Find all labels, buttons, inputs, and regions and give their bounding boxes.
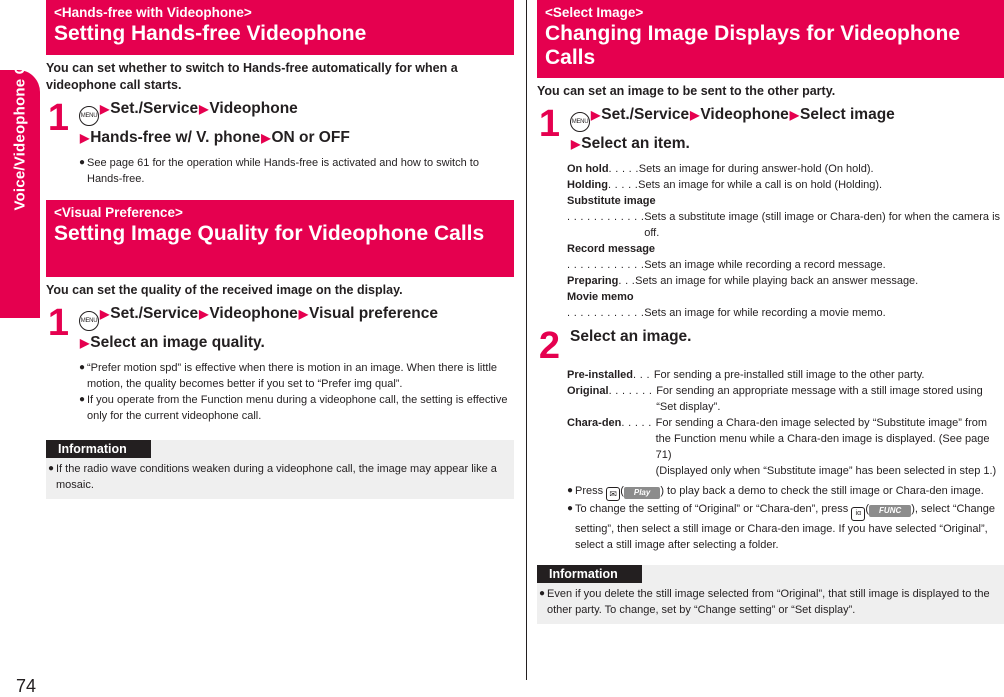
bullet-item: ● “Prefer motion spd” is effective when there is motion in an image. When there is little motion, the quality becomes better if you set to “Prefer img qual”.	[79, 362, 498, 390]
menu-key-icon: MENU	[79, 311, 99, 331]
section-subtitle: <Hands-free with Videophone>	[54, 5, 252, 20]
section-intro: You can set the quality of the received image on the display.	[46, 283, 403, 297]
option-item: Preparing . . . Sets an image for while playing back an answer message.	[567, 275, 919, 287]
section-intro: You can set an image to be sent to the other party.	[537, 84, 836, 98]
step-1	[46, 302, 514, 355]
step-number: 1	[47, 302, 70, 344]
bullet-item: ● See page 61 for the operation while Hands-free is activated and how to switch to Hands-free.	[79, 157, 479, 185]
option-list	[567, 367, 1004, 479]
step-number: 1	[538, 103, 561, 145]
play-softkey-icon: Play	[624, 487, 660, 499]
information-label: Information	[46, 440, 151, 458]
option-item: Movie memo . . . . . . . . . . . . Sets an image for while recording a movie memo.	[567, 291, 886, 319]
section-header-select-image	[537, 0, 1004, 78]
option-list	[567, 161, 1004, 321]
bullet-item: ● Press ✉ ( Play ) to play back a demo to check the still image or Chara-den image.	[567, 485, 984, 499]
option-item: Chara-den . . . . . For sending a Chara-den image selected by “Substitute image” from the Function menu while a Chara-den image is displayed. (See page 71) (Displayed only when “Substitute image” has been selected in step 1.)	[567, 417, 997, 477]
section-header-visual	[46, 200, 514, 277]
section-intro: You can set whether to switch to Hands-free automatically for when a videophone call starts.	[46, 61, 458, 92]
information-label: Information	[537, 565, 642, 583]
step-instruction: MENU ▶Set./Service▶Videophone▶Select image ▶Select an item.	[571, 106, 895, 152]
step-2	[537, 325, 1004, 366]
option-item: Record message . . . . . . . . . . . . Sets an image while recording a record message.	[567, 243, 886, 271]
step-1	[46, 97, 514, 150]
page-number: 74	[16, 676, 37, 696]
menu-key-icon: MENU	[79, 106, 99, 126]
option-item: Original . . . . . . . For sending an appropriate message with a still image stored using “Set display”.	[567, 385, 983, 413]
bullet-item: ● If you operate from the Function menu during a videophone call, the setting is effective only for the current videophone call.	[79, 394, 508, 422]
bullet-item: ● To change the setting of “Original” or “Chara-den”, press iα ( FUNC ), select “Change setting”, then select a still image or Chara-den image. If you have selected “Original”, select a still image after selecting a folder.	[567, 503, 996, 551]
left-column	[46, 0, 514, 499]
option-item: On hold . . . . . Sets an image for during answer-hold (On hold).	[567, 163, 874, 175]
step-instruction: MENU ▶Set./Service▶Videophone▶Visual preference ▶Select an image quality.	[80, 305, 438, 351]
section-subtitle: <Visual Preference>	[54, 205, 183, 220]
bullet-list	[567, 483, 1004, 553]
step-instruction: Select an image.	[570, 328, 692, 345]
option-item: Pre-installed . . . For sending a pre-installed still image to the other party.	[567, 369, 925, 381]
bullet-item: ● If the radio wave conditions weaken during a videophone call, the image may appear like a mosaic.	[48, 463, 497, 491]
section-title: Setting Hands-free Videophone	[54, 22, 367, 45]
side-tab-label: Voice/Videophone Calls	[11, 37, 29, 211]
step-1	[537, 103, 1004, 156]
section-title: Changing Image Displays for Videophone Calls	[545, 22, 961, 69]
bullet-list	[79, 155, 514, 187]
bullet-list	[79, 360, 514, 424]
information-box	[537, 565, 1004, 624]
option-item: Substitute image . . . . . . . . . . . . Sets a substitute image (still image or Chara-den) for when the camera is off.	[567, 195, 1001, 239]
option-item: Holding . . . . . Sets an image for while a call is on hold (Holding).	[567, 179, 883, 191]
section-title: Setting Image Quality for Videophone Calls	[54, 222, 485, 245]
menu-key-icon: MENU	[570, 112, 590, 132]
mail-key-icon: ✉	[606, 487, 620, 501]
section-header-handsfree	[46, 0, 514, 55]
section-subtitle: <Select Image>	[545, 5, 644, 20]
step-instruction: MENU ▶Set./Service▶Videophone ▶Hands-free w/ V. phone▶ON or OFF	[80, 100, 350, 146]
right-column	[537, 0, 1004, 624]
func-softkey-icon: FUNC	[869, 505, 911, 517]
step-number: 2	[538, 325, 561, 367]
column-divider	[526, 0, 527, 680]
information-box	[46, 440, 514, 499]
step-number: 1	[47, 97, 70, 139]
i-key-icon: iα	[851, 507, 865, 521]
bullet-item: ● Even if you delete the still image selected from “Original”, that still image is displayed to the other party. To change, set by “Change setting” or “Set display”.	[539, 588, 990, 616]
